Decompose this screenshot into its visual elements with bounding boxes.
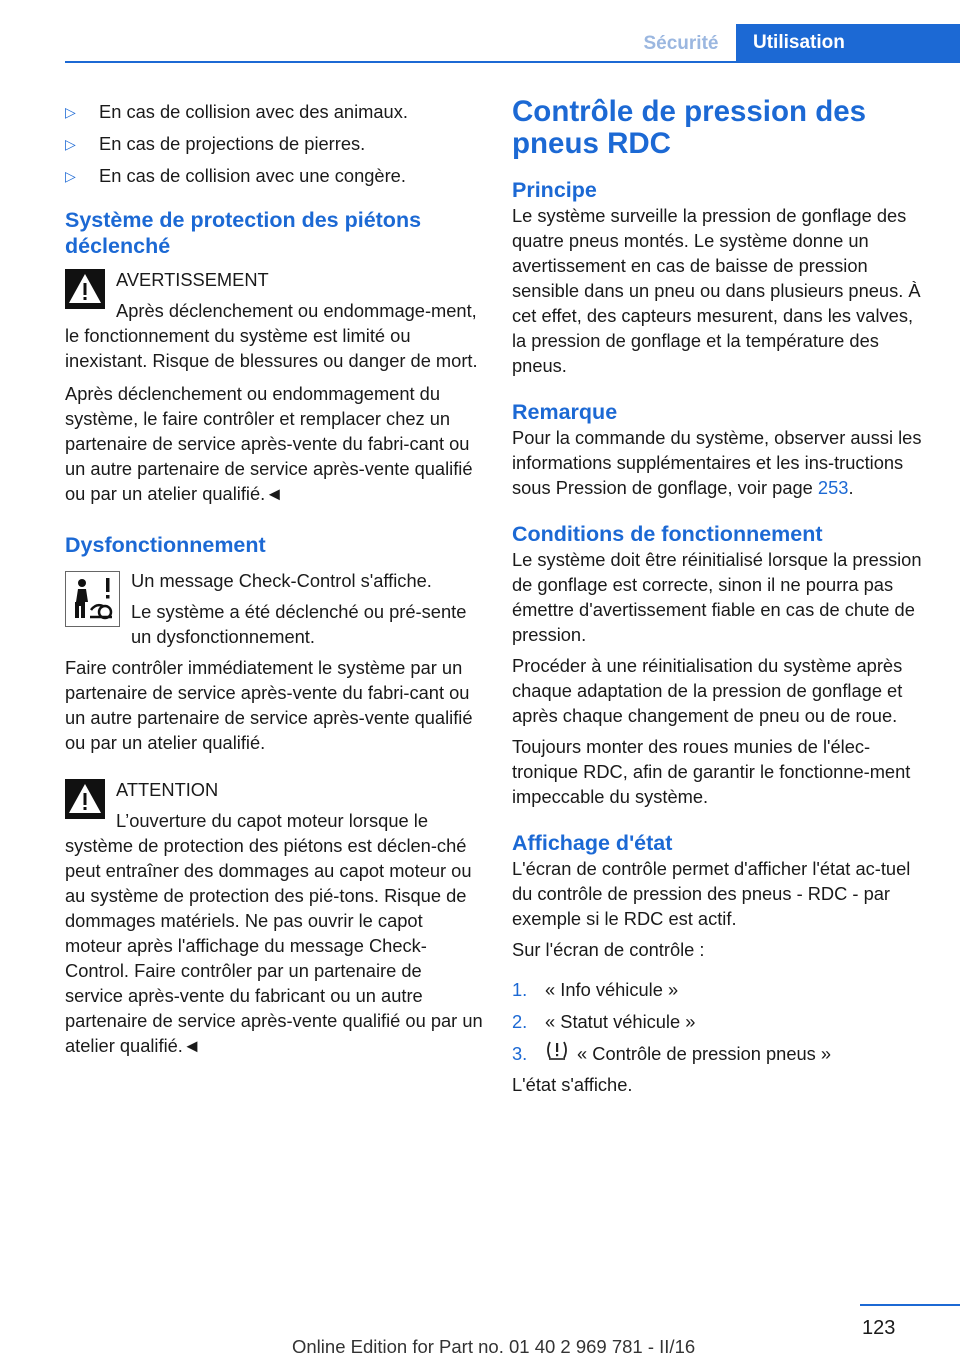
malfunction-message: Un message Check-Control s'affiche. bbox=[131, 570, 432, 591]
tire-pressure-icon bbox=[545, 1039, 569, 1071]
list-item: 1. « Info véhicule » bbox=[512, 979, 679, 1000]
page-number: 123 bbox=[862, 1317, 896, 1339]
list-item: ▷ En cas de collision avec une congère. bbox=[65, 160, 483, 192]
list-item: 2. « Statut véhicule » bbox=[512, 1011, 696, 1032]
attention-title: ATTENTION bbox=[116, 779, 219, 800]
list-item: ▷ En cas de collision avec des animaux. bbox=[65, 96, 483, 128]
inspection-paragraph: Faire contrôler immédiatement le système par un partenaire de service après-vente du fabri-cant ou un autre partenaire de service après-vente qualifié ou par un atelier qualifié. bbox=[65, 657, 473, 753]
status-heading: Affichage d'état bbox=[512, 831, 673, 855]
attention-box bbox=[65, 777, 483, 1058]
status-result: L'état s'affiche. bbox=[512, 1074, 633, 1095]
warning-box bbox=[65, 267, 483, 373]
edition-footer: Online Edition for Part no. 01 40 2 969 781 - II/16 bbox=[292, 1336, 696, 1357]
service-paragraph: Après déclenchement ou endommagement du système, le faire contrôler et remplacer chez un partenaire de service après-vente du fabri-cant ou un autre partenaire de service après-vente qualifié ou par un atelier qualifié.◄ bbox=[65, 383, 473, 504]
conditions-heading: Conditions de fonctionnement bbox=[512, 522, 823, 546]
principle-heading: Principe bbox=[512, 178, 597, 202]
note-text: Pour la commande du système, observer aussi les informations supplémentaires et les ins-tructions sous Pression de gonflage, voir page 253. bbox=[512, 427, 922, 498]
list-item: ▷ En cas de projections de pierres. bbox=[65, 128, 483, 160]
rdc-title: Contrôle de pression des pneus RDC bbox=[512, 95, 867, 160]
status-paragraph: L'écran de contrôle permet d'afficher l'état ac-tuel du contrôle de pression des pneus - RDC - par exemple si le RDC est actif. bbox=[512, 858, 911, 929]
tab-chapter: Utilisation bbox=[736, 24, 960, 62]
status-steps bbox=[512, 974, 932, 1070]
pedestrian-protection-icon bbox=[65, 571, 120, 627]
attention-text: L’ouverture du capot moteur lorsque le système de protection des piétons est déclen-ché peut entraîner des dommages au capot moteur ou au système de protection des pié-tons. Risque de dommages matériels. Ne pas ouvrir le capot moteur après l'affichage du message Check-Control. Faire contrôler par un partenaire de service après-vente du fabricant ou un autre partenaire de service après-vente qualifié ou par un atelier qualifié.◄ bbox=[65, 810, 483, 1056]
conditions-paragraph-2: Procéder à une réinitialisation du système après chaque adaptation de la pression de gonflage et après chaque changement de pneu ou de roue. bbox=[512, 655, 903, 726]
page-link[interactable]: 253 bbox=[817, 477, 849, 498]
warning-text: Après déclenchement ou endommage-ment, le fonctionnement du système est limité ou inexistant. Risque de blessures ou danger de mort. bbox=[65, 300, 478, 371]
conditions-paragraph-1: Le système doit être réinitialisé lorsque la pression de gonflage est correcte, sinon il ne pourra pas émettre d'avertissement fiable en cas de chute de pression. bbox=[512, 549, 922, 645]
warning-triangle-icon bbox=[65, 269, 105, 309]
conditions-paragraph-3: Toujours monter des roues munies de l'élec-tronique RDC, afin de garantir le fonctionne-ment impeccable du système. bbox=[512, 736, 911, 807]
triangle-bullet-icon: ▷ bbox=[65, 168, 76, 184]
note-heading: Remarque bbox=[512, 400, 618, 424]
list-item: 3. « Contrôle de pression pneus » bbox=[512, 1038, 932, 1070]
right-column bbox=[512, 96, 932, 1097]
protection-heading: Système de protection des piétons déclenché bbox=[65, 208, 422, 258]
page-number-rule bbox=[860, 1304, 960, 1306]
malfunction-block bbox=[65, 568, 483, 649]
tab-section: Sécurité bbox=[643, 33, 719, 54]
status-instruction: Sur l'écran de contrôle : bbox=[512, 939, 705, 960]
header-rule bbox=[65, 61, 960, 63]
warning-title: AVERTISSEMENT bbox=[116, 269, 269, 290]
left-column bbox=[65, 96, 483, 1066]
malfunction-heading: Dysfonctionnement bbox=[65, 533, 266, 557]
collision-bullet-list bbox=[65, 96, 483, 192]
malfunction-cause: Le système a été déclenché ou pré-sente un dysfonctionnement. bbox=[131, 601, 467, 647]
warning-triangle-icon bbox=[65, 779, 105, 819]
triangle-bullet-icon: ▷ bbox=[65, 136, 76, 152]
principle-text: Le système surveille la pression de gonflage des quatre pneus montés. Le système donne un avertissement en cas de baisse de pression sensible dans un pneu ou dans plusieurs pneus. À cet effet, des capteurs mesurent, dans les valves, la pression de gonflage et la température des pneus. bbox=[512, 205, 921, 376]
triangle-bullet-icon: ▷ bbox=[65, 104, 76, 120]
